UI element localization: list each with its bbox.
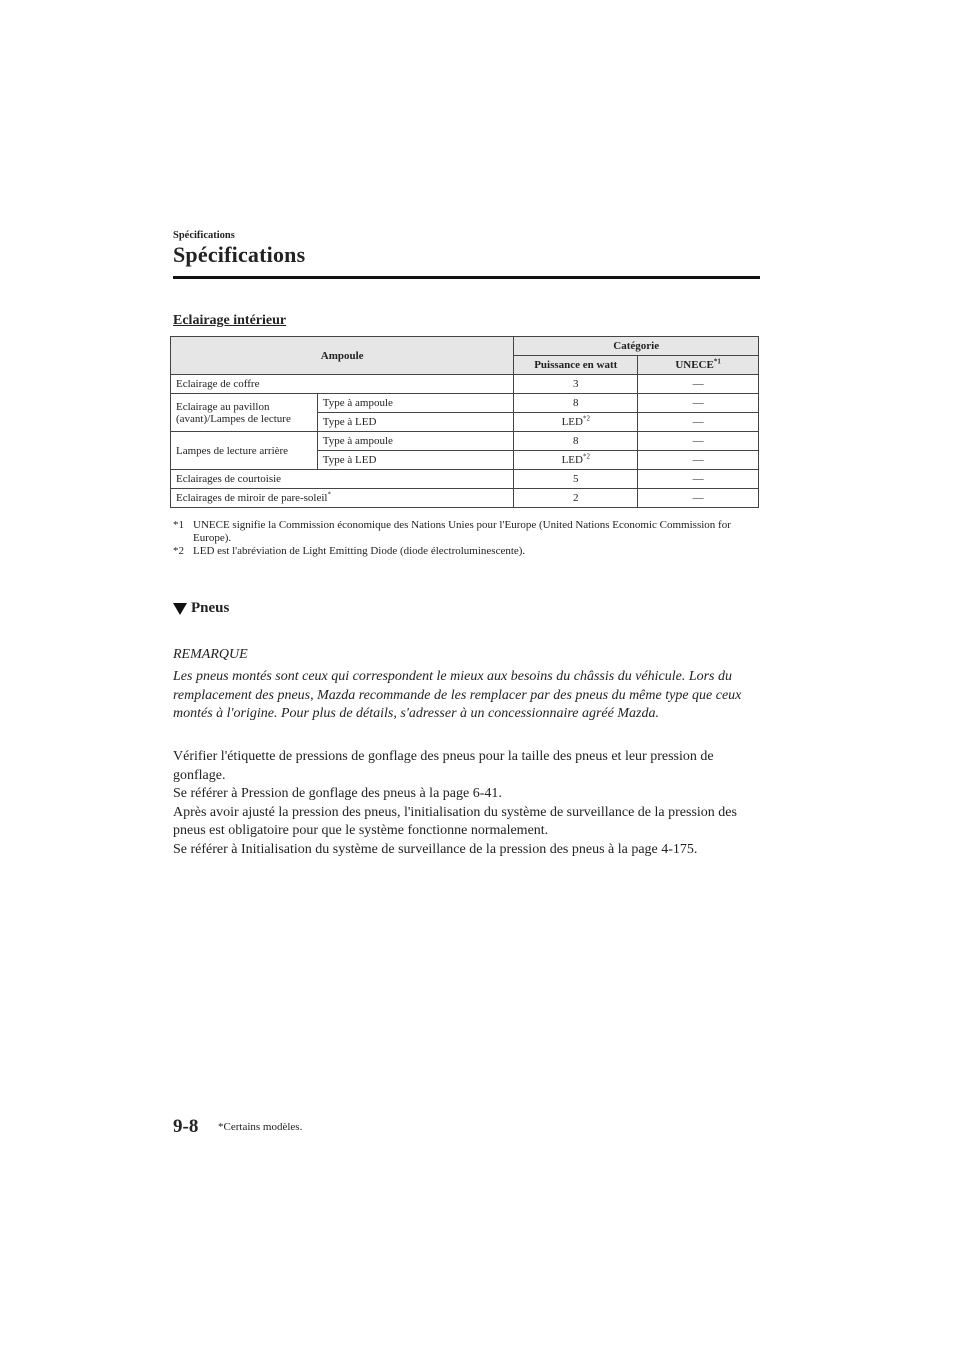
running-head: Spécifications <box>173 230 235 241</box>
body-paragraph: Se référer à Pression de gonflage des pneus à la page 6-41. <box>173 786 502 801</box>
header-puissance: Puissance en watt <box>514 356 638 375</box>
watt-cell <box>514 413 638 432</box>
section-heading-eclairage: Eclairage intérieur <box>173 313 287 328</box>
footnote-mark: *1 <box>173 519 184 531</box>
watt-led-label: LED <box>561 454 583 466</box>
table-header-row <box>171 337 759 356</box>
pneus-heading-text: Pneus <box>191 600 230 616</box>
unece-cell: — <box>638 489 759 508</box>
header-categorie: Catégorie <box>514 337 759 356</box>
footnote-mark: *2 <box>173 545 184 557</box>
watt-led-label: LED <box>561 416 583 428</box>
watt-cell: 5 <box>514 470 638 489</box>
unece-cell: — <box>638 413 759 432</box>
footnote-2 <box>173 545 763 558</box>
unece-cell: — <box>638 432 759 451</box>
type-cell: Type à ampoule <box>317 394 514 413</box>
footnote-text: UNECE signifie la Commission économique des Nations Unies pour l'Europe (United Nations Economic Commission for Europe). <box>193 519 731 544</box>
table-row <box>171 375 759 394</box>
header-ampoule: Ampoule <box>171 337 514 375</box>
footnote-1 <box>173 519 763 545</box>
row-label-text: Eclairages de miroir de pare-soleil <box>176 492 328 504</box>
bulb-spec-table <box>170 336 759 508</box>
footnote-ref: *2 <box>582 414 590 423</box>
page-title: Spécifications <box>173 242 306 267</box>
watt-cell: 2 <box>514 489 638 508</box>
table-row <box>171 489 759 508</box>
watt-cell: 8 <box>514 394 638 413</box>
remarque-label: REMARQUE <box>173 647 248 662</box>
page-number: 9-8 <box>173 1116 199 1137</box>
unece-cell: — <box>638 375 759 394</box>
body-paragraph: Se référer à Initialisation du système de surveillance de la pression des pneus à la page 4-175. <box>173 841 698 857</box>
table-footnotes <box>173 519 763 558</box>
section-heading-pneus <box>173 600 229 617</box>
header-unece-label: UNECE <box>675 359 714 371</box>
footnote-ref: *1 <box>713 357 721 366</box>
row-label: Eclairage de coffre <box>171 375 514 394</box>
table-row <box>171 394 759 413</box>
row-label: Eclairages de courtoisie <box>171 470 514 489</box>
unece-cell: — <box>638 451 759 470</box>
watt-cell: 8 <box>514 432 638 451</box>
type-cell: Type à ampoule <box>317 432 514 451</box>
unece-cell: — <box>638 470 759 489</box>
footnote-ref: * <box>327 490 331 499</box>
footnote-ref: *2 <box>582 452 590 461</box>
type-cell: Type à LED <box>317 413 514 432</box>
body-paragraph: Après avoir ajusté la pression des pneus, l'initialisation du système de surveillance de la pression des pneus est obligatoire pour que le système fonctionne normalement. <box>173 804 737 838</box>
remarque-text: Les pneus montés sont ceux qui correspondent le mieux aux besoins du châssis du véhicule. Lors du remplacement des pneus, Mazda recommande de les remplacer par des pneus du même type que ceux montés à l'origine. Pour plus de détails, s'adresser à un concessionnaire agréé Mazda. <box>173 669 742 721</box>
row-label <box>171 489 514 508</box>
header-unece <box>638 356 759 375</box>
watt-cell <box>514 451 638 470</box>
table-row <box>171 432 759 451</box>
triangle-down-icon <box>173 603 187 615</box>
table-row <box>171 470 759 489</box>
body-paragraph: Vérifier l'étiquette de pressions de gonflage des pneus pour la taille des pneus et leur pression de gonflage. <box>173 749 714 783</box>
pneus-body <box>173 748 763 859</box>
watt-cell: 3 <box>514 375 638 394</box>
unece-cell: — <box>638 394 759 413</box>
type-cell: Type à LED <box>317 451 514 470</box>
page-footnote: *Certains modèles. <box>218 1121 303 1133</box>
row-label: Lampes de lecture arrière <box>171 432 318 470</box>
title-rule <box>173 276 760 279</box>
row-label: Eclairage au pavillon (avant)/Lampes de lecture <box>171 394 318 432</box>
footnote-text: LED est l'abréviation de Light Emitting Diode (diode électroluminescente). <box>193 545 526 557</box>
